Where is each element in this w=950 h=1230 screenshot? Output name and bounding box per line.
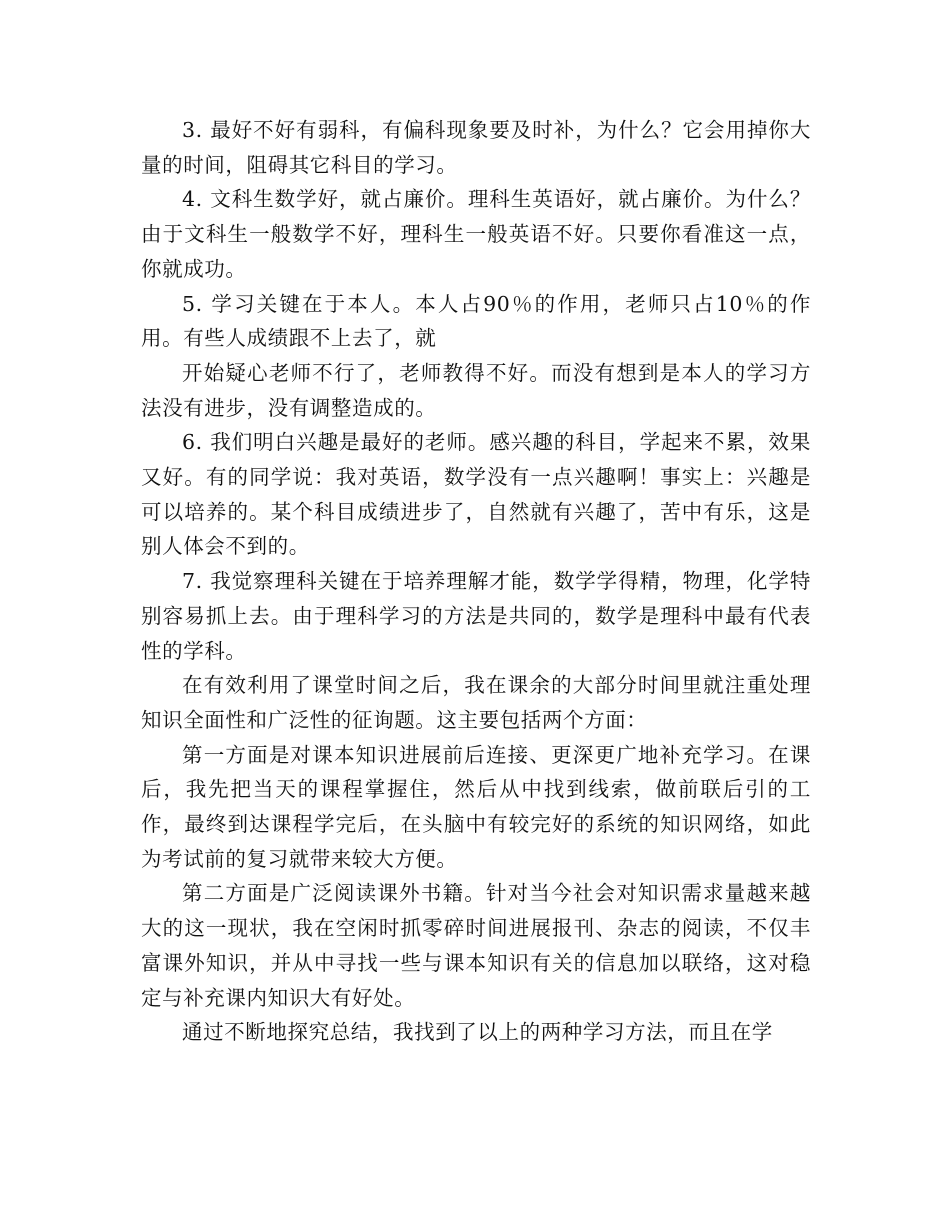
paragraph-after-class-intro: 在有效利用了课堂时间之后，我在课余的大部分时间里就注重处理知识全面性和广泛性的征询题。这主要包括两个方面： [141, 673, 811, 732]
paragraph-conclusion: 通过不断地探究总结，我找到了以上的两种学习方法，而且在学 [182, 1020, 773, 1045]
paragraph-tip-3: 3. 最好不好有弱科，有偏科现象要及时补，为什么？它会用掉你大量的时间，阻碍其它科目的学习。 [141, 118, 811, 177]
paragraph-tip-5: 5. 学习关键在于本人。本人占90％的作用，老师只占10％的作用。有些人成绩跟不上去了，就 [141, 291, 811, 351]
paragraph-first-aspect: 第一方面是对课本知识进展前后连接、更深更广地补充学习。在课后，我先把当天的课程掌握住，然后从中找到线索，做前联后引的工作，最终到达课程学完后，在头脑中有较完好的系统的知识网络，如此为考试前的复习就带来较大方便。 [141, 742, 811, 871]
paragraph-tip-6: 6. 我们明白兴趣是最好的老师。感兴趣的科目，学起来不累，效果又好。有的同学说：我对英语，数学没有一点兴趣啊！事实上：兴趣是可以培养的。某个科目成绩进步了，自然就有兴趣了，苦中有乐，这是别人体会不到的。 [141, 430, 811, 559]
paragraph-tip-7: 7. 我觉察理科关键在于培养理解才能，数学学得精，物理，化学特别容易抓上去。由于理科学习的方法是共同的，数学是理科中最有代表性的学科。 [141, 569, 811, 663]
paragraph-second-aspect: 第二方面是广泛阅读课外书籍。针对当今社会对知识需求量越来越大的这一现状，我在空闲时抓零碎时间进展报刊、杂志的阅读，不仅丰富课外知识，并从中寻找一些与课本知识有关的信息加以联络，这对稳定与补充课内知识大有好处。 [141, 881, 811, 1010]
document-body [141, 113, 811, 1050]
paragraph-tip-4: 4. 文科生数学好，就占廉价。理科生英语好，就占廉价。为什么？由于文科生一般数学不好，理科生一般英语不好。只要你看准这一点，你就成功。 [141, 187, 811, 281]
paragraph-tip-5-continued: 开始疑心老师不行了，老师教得不好。而没有想到是本人的学习方法没有进步，没有调整造成的。 [141, 360, 811, 420]
